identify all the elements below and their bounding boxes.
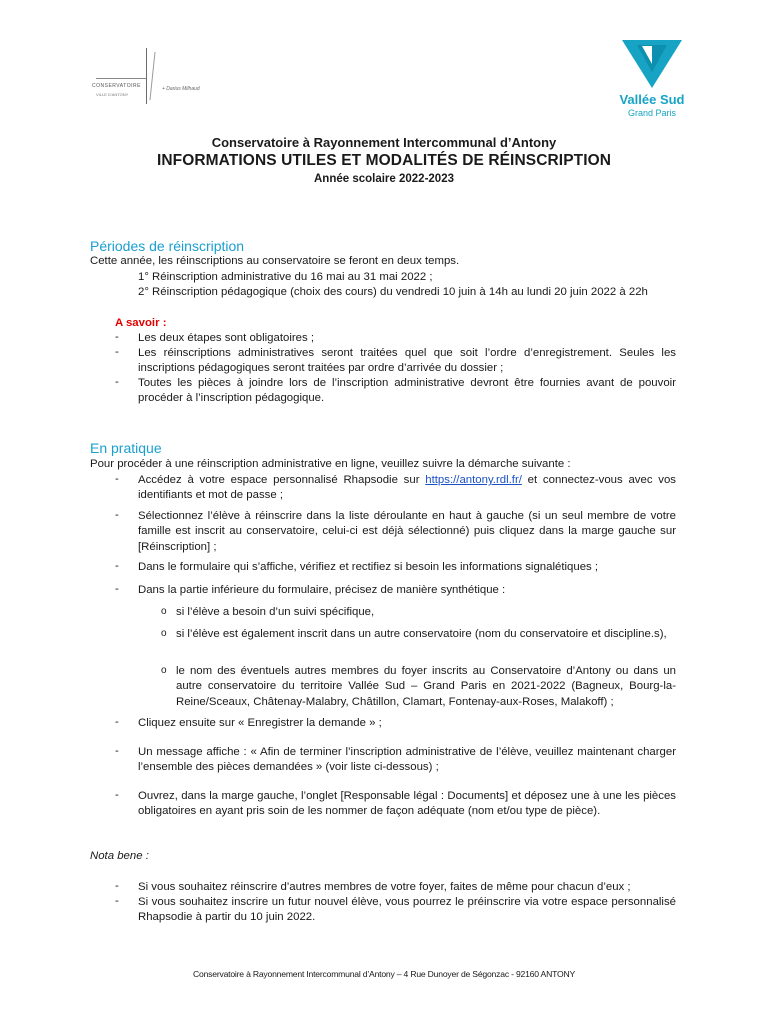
sub-bullet: o — [161, 665, 167, 676]
sub-item-suivi: si l’élève a besoin d’un suivi spécifique, — [176, 606, 375, 618]
step-access-rhapsodie — [138, 473, 676, 504]
bullet-dash: - — [115, 789, 119, 801]
section2-intro: Pour procéder à une réinscription administrative en ligne, veuillez suivre la démarche suivante : — [90, 458, 571, 470]
asavoir-item: Les réinscriptions administratives seront traitées quel que soit l’ordre d’enregistrement. Seules les inscriptions pédagogiques seront traitées par ordre d’arrivée du dossier ; — [138, 347, 676, 375]
step-enregistrer: Cliquez ensuite sur « Enregistrer la demande » ; — [138, 717, 382, 729]
sub-bullet: o — [161, 606, 167, 617]
bullet-dash: - — [115, 376, 119, 388]
bullet-dash: - — [115, 745, 119, 757]
bullet-dash: - — [115, 473, 119, 485]
step-message: Un message affiche : « Afin de terminer l’inscription administrative de l’élève, veuillez maintenant charger l’ensemble des pièces demandées » (voir liste ci-dessous) ; — [138, 746, 676, 774]
bullet-dash: - — [115, 346, 119, 358]
vallee-sud-chevron-icon — [622, 40, 682, 90]
nota-bene-label: Nota bene : — [90, 850, 149, 862]
bullet-dash: - — [115, 716, 119, 728]
bullet-dash: - — [115, 583, 119, 595]
bullet-dash: - — [115, 331, 119, 343]
institution-name: Conservatoire à Rayonnement Intercommunal d’Antony — [211, 135, 557, 150]
sub-item-autre-conservatoire: si l’élève est également inscrit dans un autre conservatoire (nom du conservatoire et discipline.s), — [176, 628, 667, 640]
brand-name: Vallée Sud — [619, 92, 685, 107]
bullet-dash: - — [115, 880, 119, 892]
step-documents: Ouvrez, dans la marge gauche, l’onglet [Responsable légal : Documents] et déposez une à une les pièces obligatoires en ayant pris soin de les nommer de façon adéquate (nom et/ou type de pièce). — [138, 790, 676, 818]
page-footer: Conservatoire à Rayonnement Intercommunal d’Antony – 4 Rue Dunoyer de Ségonzac - 92160 ANTONY — [192, 969, 576, 979]
sub-bullet: o — [161, 628, 167, 639]
school-year: Année scolaire 2022-2023 — [313, 173, 454, 185]
step-specify: Dans la partie inférieure du formulaire, précisez de manière synthétique : — [138, 584, 506, 596]
logo-text-conservatoire: CONSERVATOIRE — [92, 83, 141, 89]
step-pedagogique: 2° Réinscription pédagogique (choix des cours) du vendredi 10 juin à 14h au lundi 20 juin 2022 à 22h — [138, 286, 648, 298]
step-administrative: 1° Réinscription administrative du 16 mai au 31 mai 2022 ; — [138, 271, 433, 283]
step-select-student: Sélectionnez l’élève à réinscrire dans la liste déroulante en haut à gauche (si un seul membre de votre famille est inscrit au conservatoire, celui-ci est déjà sélectionné) puis cliquez dans la marge gauche sur [Réinscription] ; — [138, 510, 676, 553]
conservatoire-logo — [88, 48, 238, 108]
bullet-dash: - — [115, 509, 119, 521]
asavoir-item: Toutes les pièces à joindre lors de l’inscription administrative devront être fournies avant de pouvoir procéder à l’inscription pédagogique. — [138, 377, 676, 405]
page-title: INFORMATIONS UTILES ET MODALITÉS DE RÉINSCRIPTION — [156, 152, 612, 169]
asavoir-item: Les deux étapes sont obligatoires ; — [138, 332, 315, 344]
nota-item: Si vous souhaitez inscrire un futur nouvel élève, vous pourrez le préinscrire via votre espace personnalisé Rhapsodie à partir du 10 juin 2022. — [138, 896, 676, 924]
title-block — [0, 135, 768, 187]
step-verify-form: Dans le formulaire qui s’affiche, vérifiez et rectifiez si besoin les informations signalétiques ; — [138, 561, 599, 573]
logo-text-milhaud: + Darius Milhaud — [162, 86, 200, 92]
section-heading-periodes: Périodes de réinscription — [90, 238, 245, 254]
bullet-dash: - — [115, 560, 119, 572]
vallee-sud-logo — [612, 40, 692, 124]
nota-item: Si vous souhaitez réinscrire d’autres membres de votre foyer, faites de même pour chacun d’eux ; — [138, 881, 631, 893]
a-savoir-label: A savoir : — [115, 317, 167, 329]
section-heading-en-pratique: En pratique — [90, 440, 162, 456]
bullet-dash: - — [115, 895, 119, 907]
section1-intro: Cette année, les réinscriptions au conservatoire se feront en deux temps. — [90, 255, 460, 267]
step1-text: Accédez à votre espace personnalisé Rhapsodie sur — [138, 474, 426, 486]
sub-item-membres-foyer: le nom des éventuels autres membres du foyer inscrits au Conservatoire d’Antony ou dans un autre conservatoire du territoire Vallée Sud – Grand Paris en 2021-2022 (Bagneux, Bourg-la-Reine/Sceaux, Châtenay-Malabry, Châtillon, Clamart, Fontenay-aux-Roses, Malakoff) ; — [176, 665, 676, 708]
rhapsodie-link[interactable]: https://antony.rdl.fr/ — [425, 474, 522, 486]
logo-text-ville: VILLE D'ANTONY — [96, 92, 129, 97]
step1-text-after: et connectez-vous avec vos identifiants et mot de passe ; — [138, 474, 676, 502]
brand-subtitle: Grand Paris — [627, 108, 677, 118]
